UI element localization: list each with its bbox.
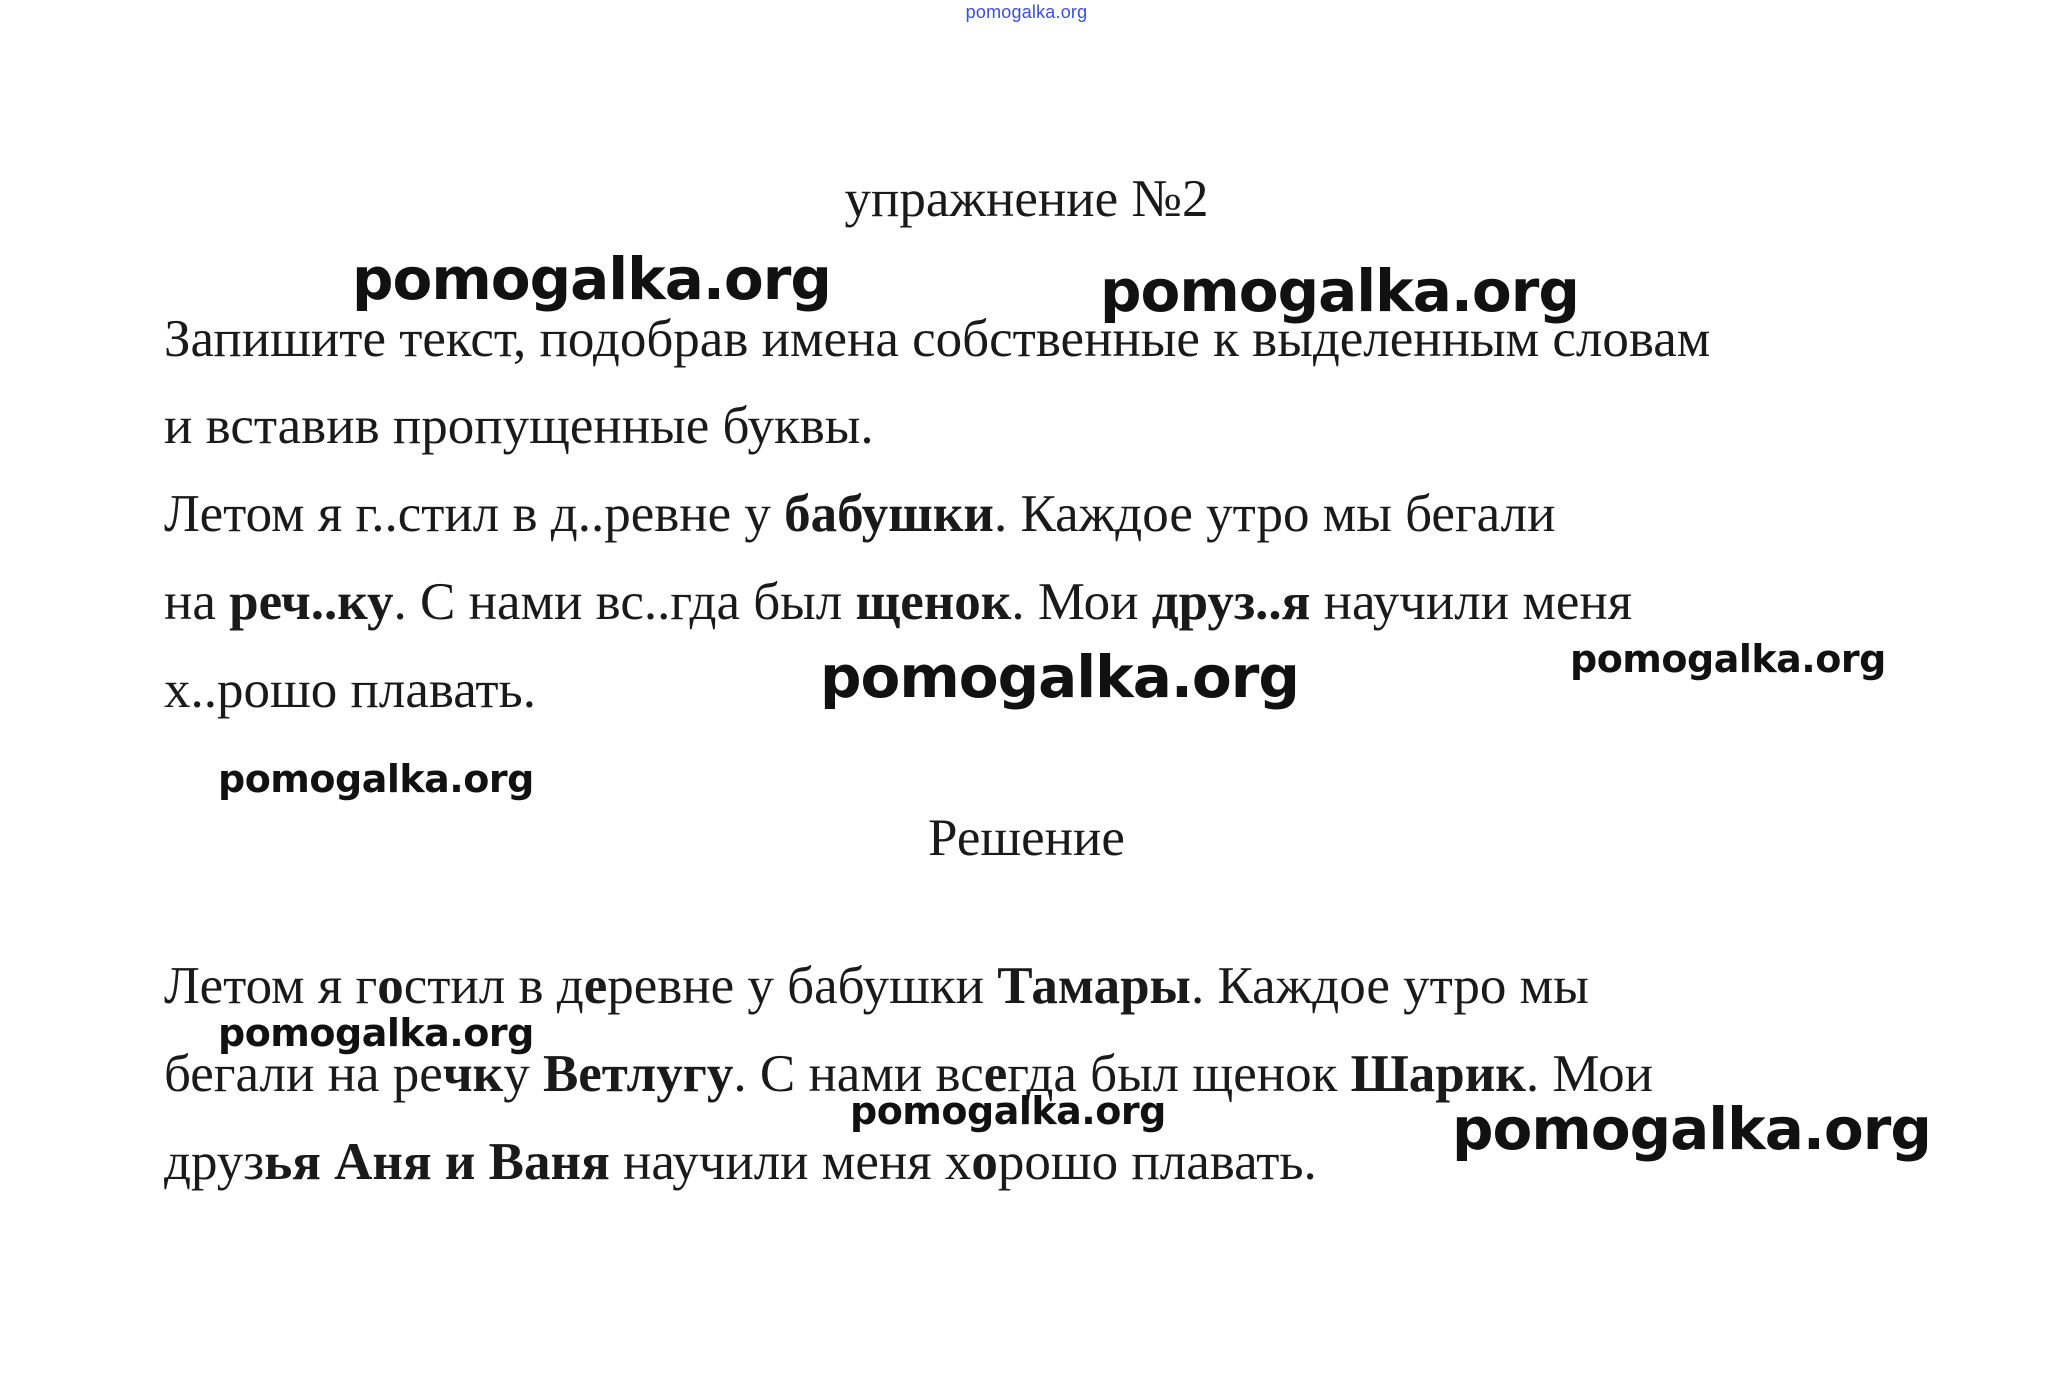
solution-line-3: друзья Аня и Ваня научили меня хорошо плавать. — [164, 1133, 1317, 1191]
exercise-text-line-1: Летом я г..стил в д..ревне у бабушки. Каждое утро мы бегали — [164, 485, 1556, 543]
site-link[interactable]: pomogalka.org — [965, 2, 1088, 22]
task-line-2: и вставив пропущенные буквы. — [164, 397, 874, 455]
exercise-text-line-3: х..рошо плавать. — [164, 661, 536, 719]
watermark: pomogalka.org — [218, 757, 534, 801]
watermark: pomogalka.org — [218, 1011, 534, 1055]
solution-title: Решение — [928, 809, 1125, 867]
watermark: pomogalka.org — [850, 1089, 1166, 1133]
exercise-title: упражнение №2 — [844, 170, 1209, 228]
task-line-1: Запишите текст, подобрав имена собственные к выделенным словам — [164, 310, 1711, 368]
solution-line-2: бегали на речку Ветлугу. С нами всегда был щенок Шарик. Мои — [164, 1045, 1654, 1103]
exercise-text-line-2: на реч..ку. С нами вс..гда был щенок. Мои друз..я научили меня — [164, 573, 1633, 631]
watermark: pomogalka.org — [1100, 257, 1579, 325]
watermark: pomogalka.org — [1570, 637, 1886, 681]
watermark: pomogalka.org — [352, 245, 831, 313]
watermark: pomogalka.org — [1452, 1095, 1931, 1163]
solution-line-1: Летом я гостил в деревне у бабушки Тамары. Каждое утро мы — [164, 957, 1589, 1015]
watermark: pomogalka.org — [820, 643, 1299, 711]
